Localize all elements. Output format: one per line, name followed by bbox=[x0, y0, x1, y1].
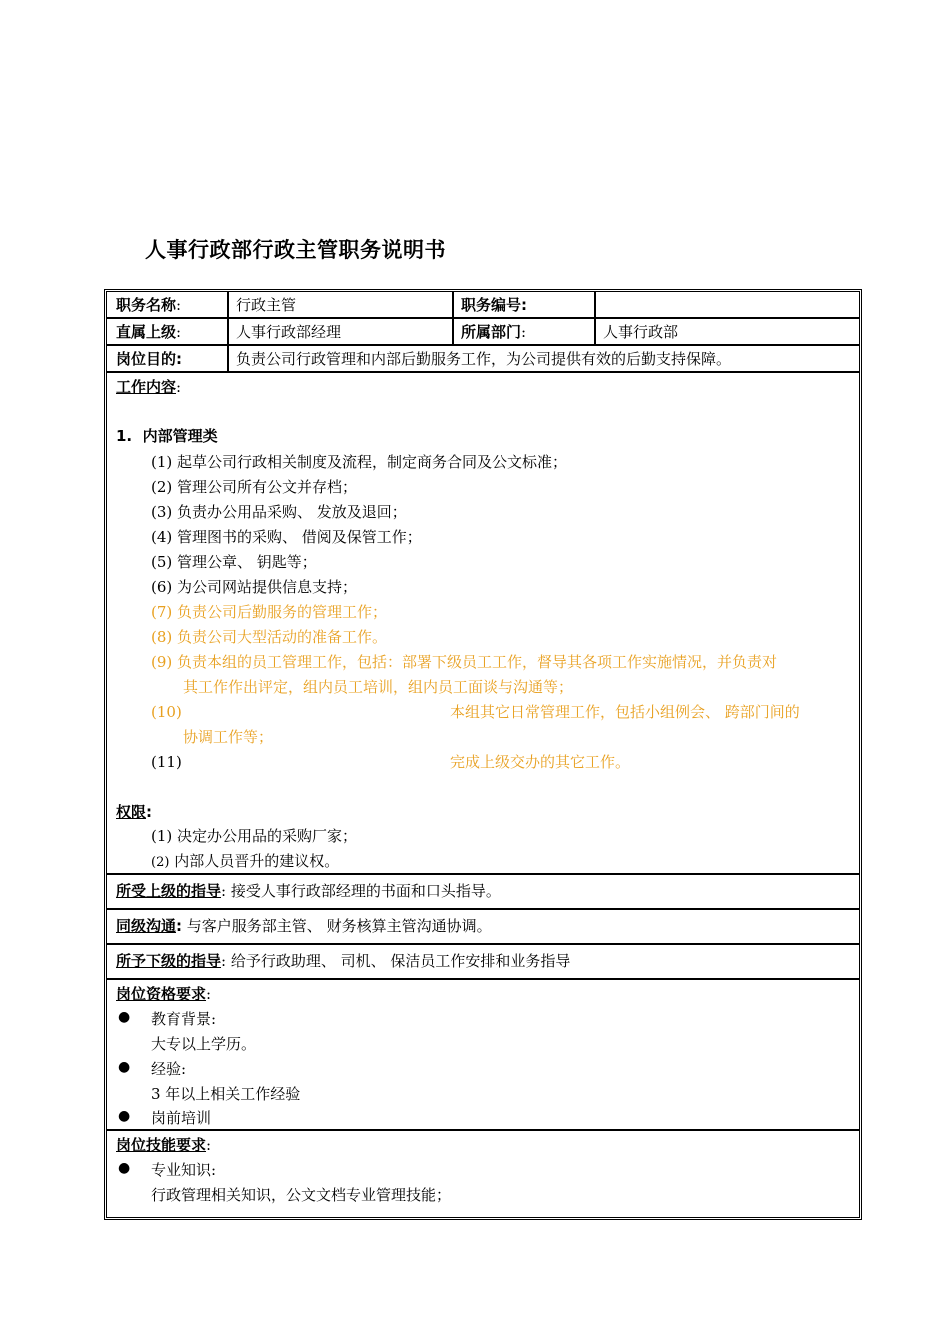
skills-heading: 岗位技能要求: bbox=[116, 1136, 212, 1154]
list-item: (6) 为公司网站提供信息支持； bbox=[151, 578, 358, 596]
list-item-number: (11) bbox=[151, 753, 182, 771]
section-internal-management: 1. 内部管理类 bbox=[116, 427, 218, 445]
guidance-from-superior: 所受上级的指导: 接受人事行政部经理的书面和口头指导。 bbox=[116, 882, 501, 900]
list-item: (1) 起草公司行政相关制度及流程，制定商务合同及公文标准； bbox=[151, 453, 568, 471]
superior-label: 直属上级: bbox=[116, 323, 182, 341]
job-code-label: 职务编号: bbox=[461, 296, 528, 314]
dept-value: 人事行政部 bbox=[603, 323, 679, 341]
purpose-label: 岗位目的: bbox=[116, 350, 183, 368]
purpose-value: 负责公司行政管理和内部后勤服务工作，为公司提供有效的后勤支持保障。 bbox=[236, 350, 732, 368]
bullet-icon: ● bbox=[118, 1160, 131, 1176]
qualification-item-label: 岗前培训 bbox=[151, 1109, 212, 1127]
list-item-highlighted: (9) 负责本组的员工管理工作，包括：部署下级员工工作，督导其各项工作实施情况，并负责对 bbox=[151, 653, 778, 671]
guidance-to-subordinates: 所予下级的指导: 给予行政助理、 司机、 保洁员工作安排和业务指导 bbox=[116, 952, 571, 970]
skills-item-detail: 行政管理相关知识，公文文档专业管理技能； bbox=[151, 1186, 452, 1204]
bullet-icon: ● bbox=[118, 1108, 131, 1124]
list-item-highlighted: 本组其它日常管理工作，包括小组例会、 跨部门间的 bbox=[450, 703, 800, 721]
document-title: 人事行政部行政主管职务说明书 bbox=[145, 238, 446, 262]
list-item: (3) 负责办公用品采购、 发放及退回； bbox=[151, 503, 407, 521]
list-item-continuation: 其工作作出评定，组内员工培训，组内员工面谈与沟通等； bbox=[183, 678, 574, 696]
authority-heading: 权限: bbox=[116, 803, 153, 821]
work-content-heading: 工作内容: bbox=[116, 378, 182, 396]
row-divider bbox=[107, 943, 859, 945]
authority-item: (2) 内部人员晋升的建议权。 bbox=[151, 852, 340, 870]
qualification-item-detail: 3 年以上相关工作经验 bbox=[151, 1085, 301, 1103]
qualification-item-label: 教育背景: bbox=[151, 1010, 217, 1028]
peer-communication: 同级沟通: 与客户服务部主管、 财务核算主管沟通协调。 bbox=[116, 917, 492, 935]
bullet-icon: ● bbox=[118, 1009, 131, 1025]
authority-item: (1) 决定办公用品的采购厂家； bbox=[151, 827, 358, 845]
col-divider bbox=[594, 292, 596, 345]
list-item: (4) 管理图书的采购、 借阅及保管工作； bbox=[151, 528, 422, 546]
row-divider bbox=[107, 371, 859, 373]
col-divider bbox=[227, 292, 229, 372]
row-divider bbox=[107, 978, 859, 980]
superior-value: 人事行政部经理 bbox=[236, 323, 342, 341]
row-divider bbox=[107, 873, 859, 875]
skills-item-label: 专业知识: bbox=[151, 1161, 217, 1179]
qualification-item-label: 经验: bbox=[151, 1060, 187, 1078]
qualification-item-detail: 大专以上学历。 bbox=[151, 1035, 257, 1053]
row-divider bbox=[107, 317, 859, 319]
col-divider bbox=[452, 292, 454, 345]
job-name-label: 职务名称: bbox=[116, 296, 182, 314]
bullet-icon: ● bbox=[118, 1059, 131, 1075]
job-name-value: 行政主管 bbox=[236, 296, 297, 314]
list-item-continuation: 协调工作等； bbox=[183, 728, 274, 746]
row-divider bbox=[107, 908, 859, 910]
job-description-table bbox=[104, 289, 862, 1220]
list-item-highlighted: (8) 负责公司大型活动的准备工作。 bbox=[151, 628, 388, 646]
dept-label: 所属部门: bbox=[461, 323, 527, 341]
row-divider bbox=[107, 1129, 859, 1131]
list-item: (2) 管理公司所有公文并存档； bbox=[151, 478, 358, 496]
qualification-heading: 岗位资格要求: bbox=[116, 985, 212, 1003]
list-item: (5) 管理公章、 钥匙等； bbox=[151, 553, 317, 571]
list-item-number: (10) bbox=[151, 703, 182, 721]
row-divider bbox=[107, 344, 859, 346]
list-item-highlighted: 完成上级交办的其它工作。 bbox=[450, 753, 631, 771]
list-item-highlighted: (7) 负责公司后勤服务的管理工作； bbox=[151, 603, 388, 621]
